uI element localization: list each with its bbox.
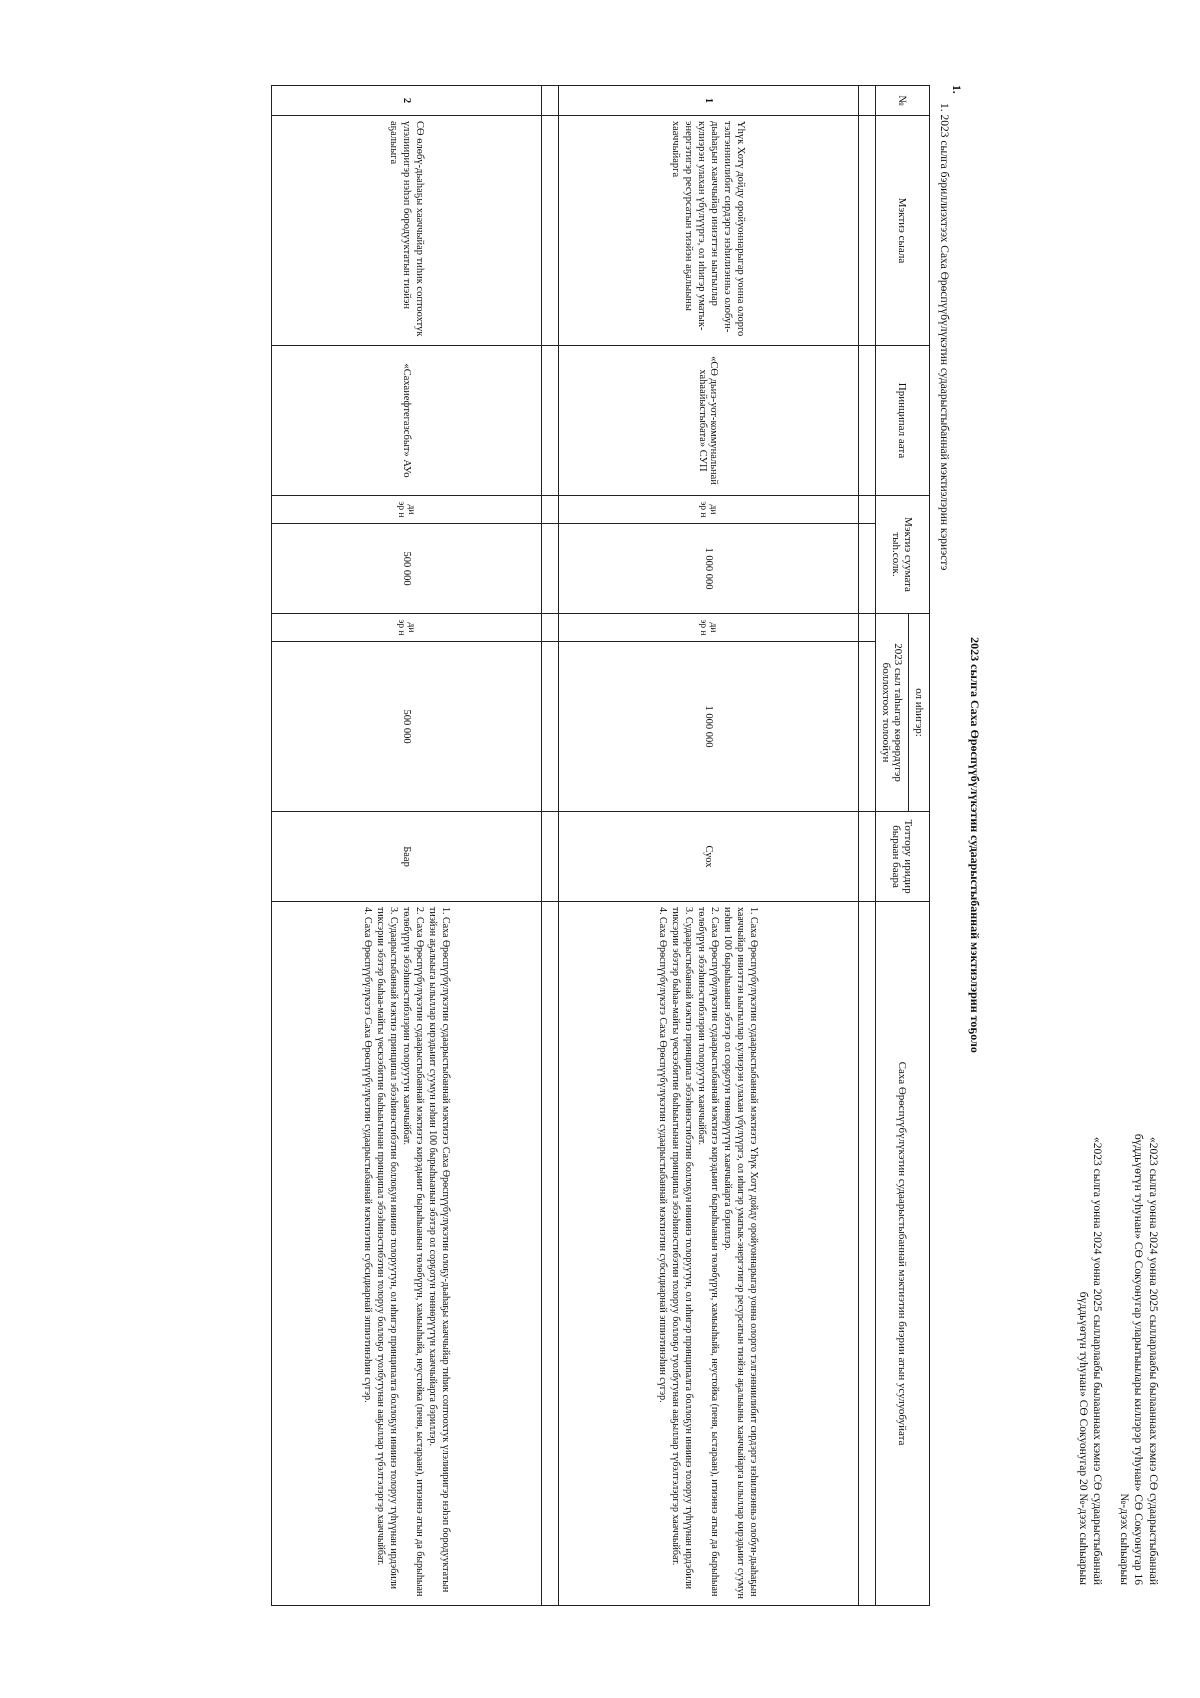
row-conditions: 1. Саха Өрөспүүбүлүкэтин судаарыстыбаннай мэктиэтэ Саха Өрөспүүбүлүкэтин олоҕу-дьаһаҕы хааччыйар тиһик соптоохтук үлэлииригэр нэһэп бородууктатын тиэйэн аҕалыыга ылыллар кирэдьиит суумун иэһин 100 бырыһыанын эбэтэр ол сорҕотун төннөрүүтүн хааччыйарга бэриллэр. 2. Саха Өрөспүүбүлүкэтин судаарыстыбаннай мэктиэтэ кирэдьиит бырыһыанын төлөбүрүн, хамыыһыйа, неустойка (пеня, ыстараан), итиэннэ атын да бырыһыан төлөбүрүн эбээһинэстибэлэрин толоруутун хааччыйбат. 3. Судаарыстыбаннай мэктиэ принципал эбээһинэстибэтин боллоҕун иниинэ толоруутун, ол иһигэр принципалга боллоҕун иниинэ толоруу түһүүнан ирдэбили тиксэрии эбэтэр быһаа-майгы үөскээбитин быһыытынан принципал эбээһинэстибэтин толоруу боллоҕо туолбутунан ааҕыллар түбэлтэлэргэр хааччыйбат. 4. Саха Өрөспүүбүлүкэтэ Саха Өрөспүүбүлүкэтин судаарыстыбаннай мэктиэтин субсидиарнай эппиэтинэһин сүгэр.: [272, 902, 542, 1606]
row-num: 2: [272, 86, 542, 116]
header-row: [909, 86, 930, 1606]
section-number: 1.: [950, 85, 962, 94]
col-header-purpose: Мэктиэ сыала: [876, 116, 930, 346]
row-principal: «СӨ дьиэ-уот-коммунальнай хаһаайыстыбата» СУП: [559, 346, 859, 496]
col-header-of-which: ол иһигэр:: [909, 614, 930, 812]
col-header-num: №: [876, 86, 930, 116]
row-sub-2023: 1 000 000: [559, 642, 859, 812]
rotated-landscape-sheet: [130, 75, 1160, 1615]
row-amount-unit: ди эр н: [272, 496, 542, 524]
row-conditions: 1. Саха Өрөспүүбүлүкэтин судаарыстыбаннай мэктиэтэ Үһүк Хотү дойду оройуоннарыгар уонна олорго тэлгэнниилибит сирдэргэ нэһилиэнньэ олобун-дьаһаҕын хааччыйар иниэттэн ыытыллар кулиэрэн улахан үбүлүүргэ, ол иһигэр уматык-энергэтигэр ресурсатын тиэйэн аҕалыыны хааччыйарга ылыллар кирэдьиит суумун иэһин 100 бырыһыанын эбэтэр ол сорҕотун төннөрүүтүн хааччыйарга бэриллэр. 2. Саха Өрөспүүбүлүкэтин судаарыстыбаннай мэктиэтэ кирэдьиит бырыһыанын төлөбүрүн, хамыыһыйа, неустойка (пеня, ыстараан), итиэннэ атын да бырыһыан төлөбүрүн эбээһинэстибэлэрин толоруутун хааччыйбат. 3. Судаарыстыбаннай мэктиэ принципал эбээһинэстибэтин боллоҕун иниинэ толоруутун, ол иһигэр принципалга боллоҕун иниинэ толоруу түһүүнан ирдэбили тиксэрии эбэтэр быһаа-майгы үөскээбитин быһыытынан принципал эбээһинэстибэтин толоруу боллоҕо туолбутунан ааҕыллар түбэлтэлэргэр хааччыйбат. 4. Саха Өрөспүүбүлүкэтэ Саха Өрөспүүбүлүкэтин судаарыстыбаннай мэктиэтин субсидиарнай эппиэтинэһин сүгэр.: [559, 902, 859, 1606]
guarantees-table: [271, 85, 930, 1606]
col-header-amount: Мэктиэ суумата тыһ.солк.: [876, 496, 930, 614]
col-header-sub-2023: 2023 сыл таһыгар көрөрдүгэр боллохтоох толоойун: [876, 614, 909, 812]
row-num: 1: [559, 86, 859, 116]
row-amount-unit: ди эр н: [559, 496, 859, 524]
row-amount: 1 000 000: [559, 524, 859, 614]
row-amount: 500 000: [272, 524, 542, 614]
row-sub-2023: 500 000: [272, 642, 542, 812]
document-title: 2023 сылга Саха Өрөспүүбүлүкэтин судаарыстыбаннай мэктиэлэрин тоҕоло: [968, 637, 982, 1053]
row-recourse: Баар: [272, 812, 542, 902]
row-principal: «Сахаиефтегазсбыт» АУо: [272, 346, 542, 496]
header-notes: [1064, 1125, 1161, 1585]
table-row: [272, 86, 542, 1606]
row-sub-unit: ди эр н: [559, 614, 859, 642]
spacer-row: [542, 86, 559, 1606]
section-text: 1. 2023 сылга бэриллиэхтээх Саха Өрөспүүбүлүкэтин судаарыстыбаннай мэктиэлэрин кэриэстэ: [938, 103, 950, 571]
row-purpose: Үһүк Хотү дойду оройуоннарыгар уонна олорго тэлгэнниилибит сирдэргэ нэһилиэнньэ олобун-дьаһаҕын хааччыйар иниэттэн ыытыллар кулиэрэн улахан үбүлүүргэ, ол иһигэр уматык-энергэтигэр ресурсатын тиэйэн аҕалыыны хааччыйарга: [559, 116, 859, 346]
header-note-2: «2023 сылга уонна 2024 уонна 2025 сылларлаабы былааннаах кэмнэ СӨ судаарыстыбаннай бүддьүөтүн туһунан» СӨ Сокуонугар 20 №-дээх сыһыарыы: [1077, 1137, 1104, 1585]
spacer-row: [859, 86, 876, 1606]
table-row: [559, 86, 859, 1606]
section-heading: [938, 85, 962, 571]
col-header-principal: Принципал аата: [876, 346, 930, 496]
row-sub-unit: ди эр н: [272, 614, 542, 642]
col-header-recourse: Тоттору иридир быраан баара: [876, 812, 930, 902]
col-header-conditions: Саха Өрөспүүбүлүкэтин судаарыстыбаннай мэктиэтин биэрии атын усулуобуйата: [876, 902, 930, 1606]
header-note-1: «2023 сылга уонна 2024 уонна 2025 сылларлаабы былааннаах кэмнэ СӨ судаарыстыбаннай бүддьүөтүн туһунан» СӨ Сокуонугар уларытыылары киллэрэр туһунан» СӨ Сокуонугар 16 №-дээх сыһыарыы: [1118, 1133, 1159, 1585]
row-purpose: СӨ өлөбү-дьаһаҕы хааччыйар тиһик соптоохтук үлэлииригэр нэһэп бородууктатын тиэйэн аҕалыыга: [272, 116, 542, 346]
row-recourse: Суох: [559, 812, 859, 902]
